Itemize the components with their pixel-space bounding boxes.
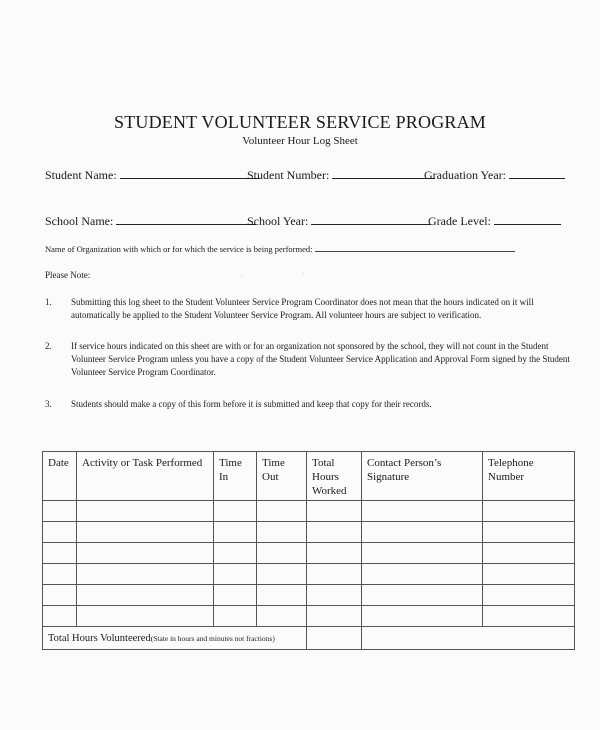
school-year-label: School Year: <box>247 214 309 228</box>
graduation-year-field[interactable] <box>424 166 565 183</box>
table-cell[interactable] <box>214 501 257 522</box>
school-name-label: School Name: <box>45 214 114 228</box>
total-label-text: Total Hours Volunteered <box>48 633 151 644</box>
student-name-blank[interactable] <box>120 166 260 179</box>
note-number: 2. <box>45 341 52 351</box>
school-year-blank[interactable] <box>311 212 431 225</box>
document-subtitle: Volunteer Hour Log Sheet <box>242 135 358 147</box>
table-cell[interactable] <box>362 564 483 585</box>
note-number: 3. <box>45 399 52 409</box>
note-text: Students should make a copy of this form before it is submitted and keep that copy for their records. <box>71 399 432 409</box>
table-row <box>43 564 575 585</box>
school-year-field[interactable] <box>247 212 431 229</box>
graduation-year-blank[interactable] <box>509 166 565 179</box>
table-cell[interactable] <box>43 501 77 522</box>
table-cell[interactable] <box>483 543 575 564</box>
table-cell[interactable] <box>77 543 214 564</box>
table-cell[interactable] <box>43 606 77 627</box>
header-telephone: Telephone Number <box>483 452 575 501</box>
header-time-out: Time Out <box>257 452 307 501</box>
header-time-in: Time In <box>214 452 257 501</box>
table-cell[interactable] <box>362 606 483 627</box>
table-cell[interactable] <box>43 543 77 564</box>
table-cell[interactable] <box>307 606 362 627</box>
table-cell[interactable] <box>257 543 307 564</box>
student-number-field[interactable] <box>247 166 435 183</box>
header-date: Date <box>43 452 77 501</box>
student-name-label: Student Name: <box>45 168 117 182</box>
total-label-cell <box>43 627 307 650</box>
table-body <box>43 501 575 650</box>
scan-speck: · <box>302 270 305 279</box>
table-cell[interactable] <box>214 543 257 564</box>
student-name-field[interactable] <box>45 166 260 183</box>
document-title: STUDENT VOLUNTEER SERVICE PROGRAM <box>113 112 486 132</box>
table-cell[interactable] <box>257 522 307 543</box>
table-cell[interactable] <box>362 543 483 564</box>
table-cell[interactable] <box>483 522 575 543</box>
notes-heading: Please Note: <box>45 270 91 280</box>
table-cell[interactable] <box>483 606 575 627</box>
table-cell[interactable] <box>483 564 575 585</box>
table-row <box>43 585 575 606</box>
table-cell[interactable] <box>214 585 257 606</box>
table-cell[interactable] <box>362 522 483 543</box>
table-cell[interactable] <box>257 501 307 522</box>
table-cell[interactable] <box>362 501 483 522</box>
table-cell[interactable] <box>257 585 307 606</box>
table-cell[interactable] <box>307 522 362 543</box>
table-cell[interactable] <box>307 543 362 564</box>
school-name-blank[interactable] <box>116 212 256 225</box>
table-cell[interactable] <box>307 564 362 585</box>
table-row <box>43 543 575 564</box>
total-blank-cell <box>362 627 575 650</box>
grade-level-blank[interactable] <box>494 212 561 225</box>
student-number-label: Student Number: <box>247 168 330 182</box>
header-total-hours: Total Hours Worked <box>307 452 362 501</box>
header-activity: Activity or Task Performed <box>77 452 214 501</box>
table-header-row <box>43 452 575 501</box>
table-row <box>43 501 575 522</box>
organization-blank[interactable] <box>315 243 515 252</box>
table-cell[interactable] <box>43 585 77 606</box>
table-cell[interactable] <box>257 564 307 585</box>
table-cell[interactable] <box>77 522 214 543</box>
table-cell[interactable] <box>362 585 483 606</box>
table-cell[interactable] <box>214 606 257 627</box>
total-note: (State in hours and minutes not fractions) <box>150 634 275 643</box>
table-cell[interactable] <box>483 501 575 522</box>
note-number: 1. <box>45 297 52 307</box>
table-cell[interactable] <box>77 501 214 522</box>
table-cell[interactable] <box>307 501 362 522</box>
note-text: If service hours indicated on this sheet are with or for an organization not sponsored by the school, they will not count in the Student Volunteer Service Program unless you have a copy of the Student Volunteer Service Application and Approval Form signed by the Student Volunteer Service Program Coordinator. <box>71 341 570 377</box>
table-cell[interactable] <box>43 522 77 543</box>
table-row <box>43 522 575 543</box>
organization-field[interactable] <box>45 243 515 254</box>
scan-speck: · <box>240 272 243 281</box>
total-row <box>43 627 575 650</box>
table-row <box>43 606 575 627</box>
header-contact-signature: Contact Person’s Signature <box>362 452 483 501</box>
hour-log-table <box>42 451 575 650</box>
organization-label: Name of Organization with which or for which the service is being performed: <box>45 244 313 254</box>
table-cell[interactable] <box>214 564 257 585</box>
table-cell[interactable] <box>214 522 257 543</box>
grade-level-label: Grade Level: <box>428 214 491 228</box>
grade-level-field[interactable] <box>428 212 561 229</box>
table-cell[interactable] <box>307 585 362 606</box>
total-hours-cell[interactable] <box>307 627 362 650</box>
table-cell[interactable] <box>77 606 214 627</box>
note-text: Submitting this log sheet to the Student Volunteer Service Program Coordinator does not mean that the hours indicated on it will automatically be applied to the Student Volunteer Service Program. All volunteer hours are subject to verification. <box>71 297 534 320</box>
total-label <box>43 633 275 644</box>
graduation-year-label: Graduation Year: <box>424 168 506 182</box>
table-cell[interactable] <box>77 564 214 585</box>
school-name-field[interactable] <box>45 212 256 229</box>
student-number-blank[interactable] <box>332 166 435 179</box>
table-cell[interactable] <box>257 606 307 627</box>
table-cell[interactable] <box>77 585 214 606</box>
table-cell[interactable] <box>483 585 575 606</box>
table-cell[interactable] <box>43 564 77 585</box>
